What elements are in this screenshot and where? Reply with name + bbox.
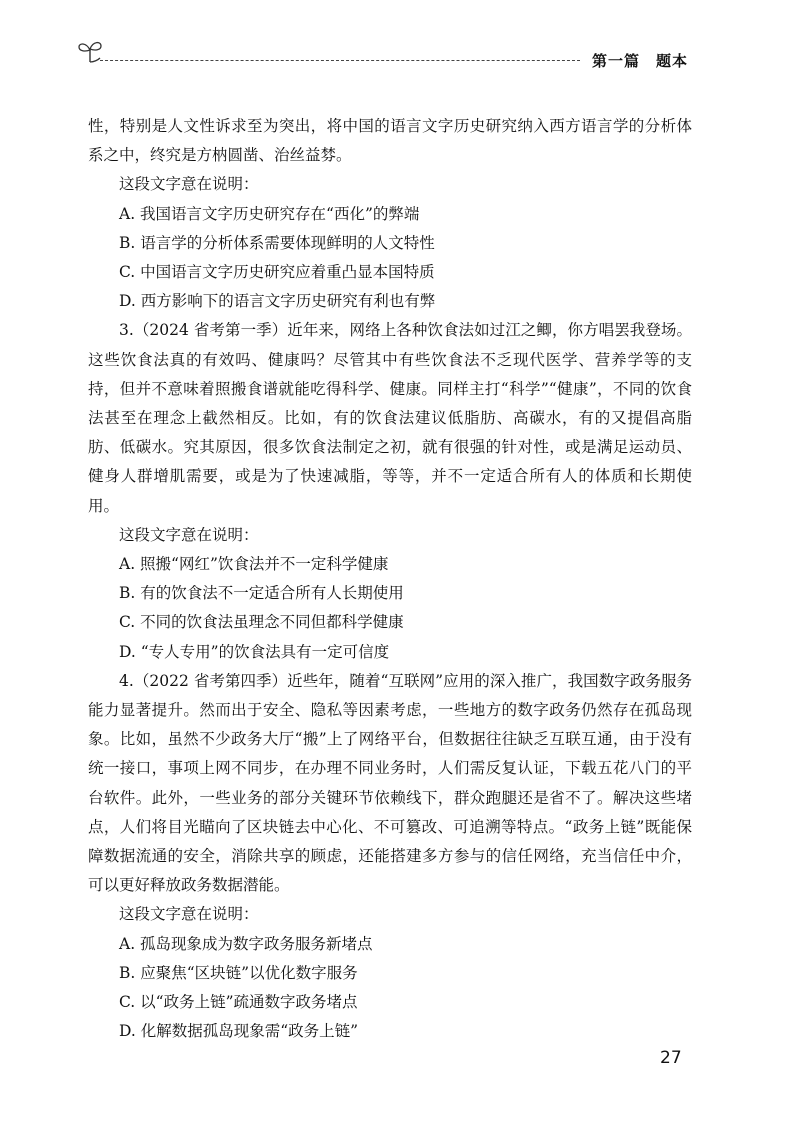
option-d: D. 西方影响下的语言文字历史研究有利也有弊 bbox=[119, 292, 436, 311]
question-3-prompt: 这段文字意在说明： bbox=[119, 525, 259, 544]
question-3-option-b: B. 有的饮食法不一定适合所有人长期使用 bbox=[119, 584, 404, 603]
page-content bbox=[88, 112, 692, 1047]
question-4-text: 4.（2022 省考第四季）近些年，随着“互联网”应用的深入推广，我国数字政务服务能力显著提升。然而出于安全、隐私等因素考虑，一些地方的数字政务仍然存在孤岛现象。比如，虽然不少政务大厅“搬”上了网络平台，但数据往往缺乏互联互通，由于没有统一接口，事项上网不同步，在办理不同业务时，人们需反复认证，下载五花八门的平台软件。此外，一些业务的部分关键环节依赖线下，群众跑腿还是省不了。解决这些堵点，人们将目光瞄向了区块链去中心化、不可篡改、可追溯等特点。“政务上链”既能保障数据流通的安全，消除共享的顾虑，还能搭建多方参与的信任网络，充当信任中介，可以更好释放政务数据潜能。 bbox=[88, 671, 692, 895]
question-4-option-c: C. 以“政务上链”疏通数字政务堵点 bbox=[119, 993, 358, 1012]
header-rule bbox=[100, 60, 580, 61]
option-c: C. 中国语言文字历史研究应着重凸显本国特质 bbox=[119, 263, 435, 282]
question-3-option-c: C. 不同的饮食法虽理念不同但都科学健康 bbox=[119, 613, 404, 632]
option-a: A. 我国语言文字历史研究存在“西化”的弊端 bbox=[119, 204, 420, 223]
question-4-option-b: B. 应聚焦“区块链”以优化数字服务 bbox=[119, 963, 358, 982]
question-3-option-a: A. 照搬“网红”饮食法并不一定科学健康 bbox=[119, 555, 389, 574]
question-4-option-a: A. 孤岛现象成为数字政务服务新堵点 bbox=[119, 934, 373, 953]
option-b: B. 语言学的分析体系需要体现鲜明的人文特性 bbox=[119, 233, 435, 252]
question-3-text: 3.（2024 省考第一季）近年来，网络上各种饮食法如过江之鲫，你方唱罢我登场。这些饮食法真的有效吗、健康吗？尽管其中有些饮食法不乏现代医学、营养学等的支持，但并不意味着照搬食谱就能吃得科学、健康。同样主打“科学”“健康”，不同的饮食法甚至在理念上截然相反。比如，有的饮食法建议低脂肪、高碳水，有的又提倡高脂肪、低碳水。究其原因，很多饮食法制定之初，就有很强的针对性，或是满足运动员、健身人群增肌需要，或是为了快速减脂，等等，并不一定适合所有人的体质和长期使用。 bbox=[88, 321, 692, 515]
question-4-option-d: D. 化解数据孤岛现象需“政务上链” bbox=[119, 1022, 359, 1041]
question-4-prompt: 这段文字意在说明： bbox=[119, 905, 259, 924]
section-label: 第一篇 题本 bbox=[592, 52, 689, 70]
page-number: 27 bbox=[660, 1048, 682, 1068]
continuation-paragraph: 性，特别是人文性诉求至为突出，将中国的语言文字历史研究纳入西方语言学的分析体系之中，终究是方枘圆凿、治丝益棼。 bbox=[88, 117, 692, 165]
question-3-option-d: D. “专人专用”的饮食法具有一定可信度 bbox=[119, 642, 390, 661]
question-prompt: 这段文字意在说明： bbox=[119, 175, 259, 194]
